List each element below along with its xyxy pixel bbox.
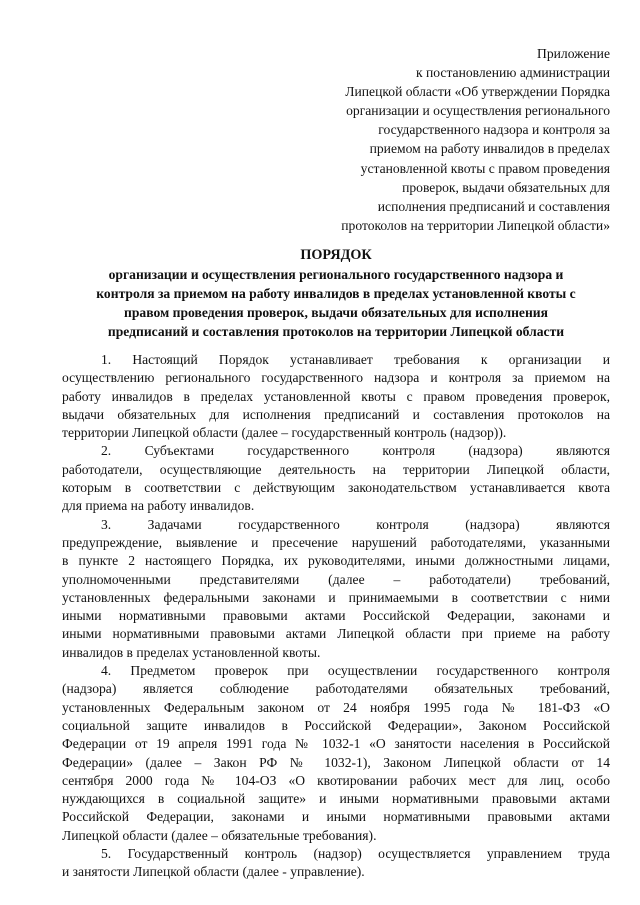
paragraph-line: осуществлению регионального государственного надзора и контроля за приемом на <box>62 370 610 386</box>
paragraph-line: уполномоченными представителями (далее – работодатели) требований, <box>62 571 610 587</box>
paragraph-line: инвалидов в пределах установленной квоты. <box>62 644 321 660</box>
paragraph-line: для приема на работу инвалидов. <box>62 498 255 514</box>
paragraph-line: социальной защите инвалидов в Российской Федерации», Законом Российской <box>62 717 610 733</box>
paragraph-line: 1. Настоящий Порядок устанавливает требования к организации и <box>101 352 610 367</box>
appendix-line: исполнения предписаний и составления <box>377 198 610 214</box>
paragraph-line: работу инвалидов в пределах установленной квоты с правом проведения проверок, <box>62 388 610 404</box>
paragraph-line: работодатели, осуществляющие деятельность на территории Липецкой области, <box>62 461 610 477</box>
paragraph-line: Федерации от 19 апреля 1991 года № 1032-1 «О занятости населения в Российской <box>62 736 610 752</box>
paragraph-line: сентября 2000 года № 104-ОЗ «О квотировании рабочих мест для лиц, особо <box>62 772 610 788</box>
paragraph-line: иными нормативными правовыми актами Российской Федерации, законами и <box>62 608 610 624</box>
subtitle-line: предписаний и составления протоколов на территории Липецкой области <box>107 324 565 339</box>
paragraph-line: в пункте 2 настоящего Порядка, их руководителями, иными должностными лицами, <box>62 553 610 569</box>
paragraph-2 <box>62 442 610 515</box>
paragraph-line: выдачи обязательных для исполнения предписаний и составления протоколов на <box>62 406 610 422</box>
appendix-line: государственного надзора и контроля за <box>378 122 610 138</box>
document-subtitle <box>62 265 610 341</box>
paragraph-line: установленных Федеральным законом от 24 ноября 1995 года № 181-ФЗ «О <box>62 699 610 715</box>
paragraph-line: которым в соответствии с действующим законодательством устанавливается квота <box>62 480 610 496</box>
paragraph-line: 2. Субъектами государственного контроля (надзора) являются <box>101 443 610 459</box>
paragraph-line: Липецкой области (далее – обязательные требования). <box>62 827 377 843</box>
appendix-header <box>300 44 610 235</box>
paragraph-1 <box>62 351 610 442</box>
document-body <box>62 351 610 882</box>
appendix-line: Липецкой области «Об утверждении Порядка <box>345 84 610 100</box>
appendix-line: установленной квоты с правом проведения <box>360 160 610 176</box>
paragraph-line: 5. Государственный контроль (надзор) осуществляется управлением труда <box>101 846 610 862</box>
subtitle-line: организации и осуществления регионального государственного надзора и <box>108 267 564 282</box>
paragraph-4 <box>62 662 610 845</box>
subtitle-line: правом проведения проверок, выдачи обязательных для исполнения <box>124 305 548 320</box>
appendix-line: к постановлению администрации <box>416 65 610 81</box>
paragraph-line: 3. Задачами государственного контроля (надзора) являются <box>101 516 610 532</box>
document-title: ПОРЯДОК <box>300 247 372 263</box>
appendix-line: протоколов на территории Липецкой области» <box>341 217 610 233</box>
paragraph-line: иными нормативными правовыми актами Липецкой области при приеме на работу <box>62 626 610 642</box>
appendix-line: проверок, выдачи обязательных для <box>402 179 610 195</box>
paragraph-line: Федерации» (далее – Закон РФ № 1032-1), Законом Липецкой области от 14 <box>62 754 610 770</box>
paragraph-5 <box>62 845 610 882</box>
appendix-line: Приложение <box>537 46 610 61</box>
paragraph-line: территории Липецкой области (далее – государственный контроль (надзор)). <box>62 425 507 441</box>
paragraph-line: нуждающихся в социальной защите» и иными нормативными правовыми актами <box>62 791 610 807</box>
paragraph-line: 4. Предметом проверок при осуществлении государственного контроля <box>101 663 610 679</box>
paragraph-line: предупреждение, выявление и пресечение нарушений работодателями, указанными <box>62 534 610 550</box>
subtitle-line: контроля за приемом на работу инвалидов в пределах установленной квоты с <box>96 286 576 301</box>
appendix-line: приемом на работу инвалидов в пределах <box>369 141 610 157</box>
paragraph-3 <box>62 516 610 662</box>
paragraph-line: и занятости Липецкой области (далее - управление). <box>62 864 365 880</box>
paragraph-line: установленных федеральными законами и принимаемыми в соответствии с ними <box>62 589 610 605</box>
paragraph-line: (надзора) является соблюдение работодателями обязательных требований, <box>62 681 610 697</box>
appendix-line: организации и осуществления регионального <box>346 103 610 119</box>
paragraph-line: Российской Федерации, законами и иными нормативными правовыми актами <box>62 809 610 825</box>
